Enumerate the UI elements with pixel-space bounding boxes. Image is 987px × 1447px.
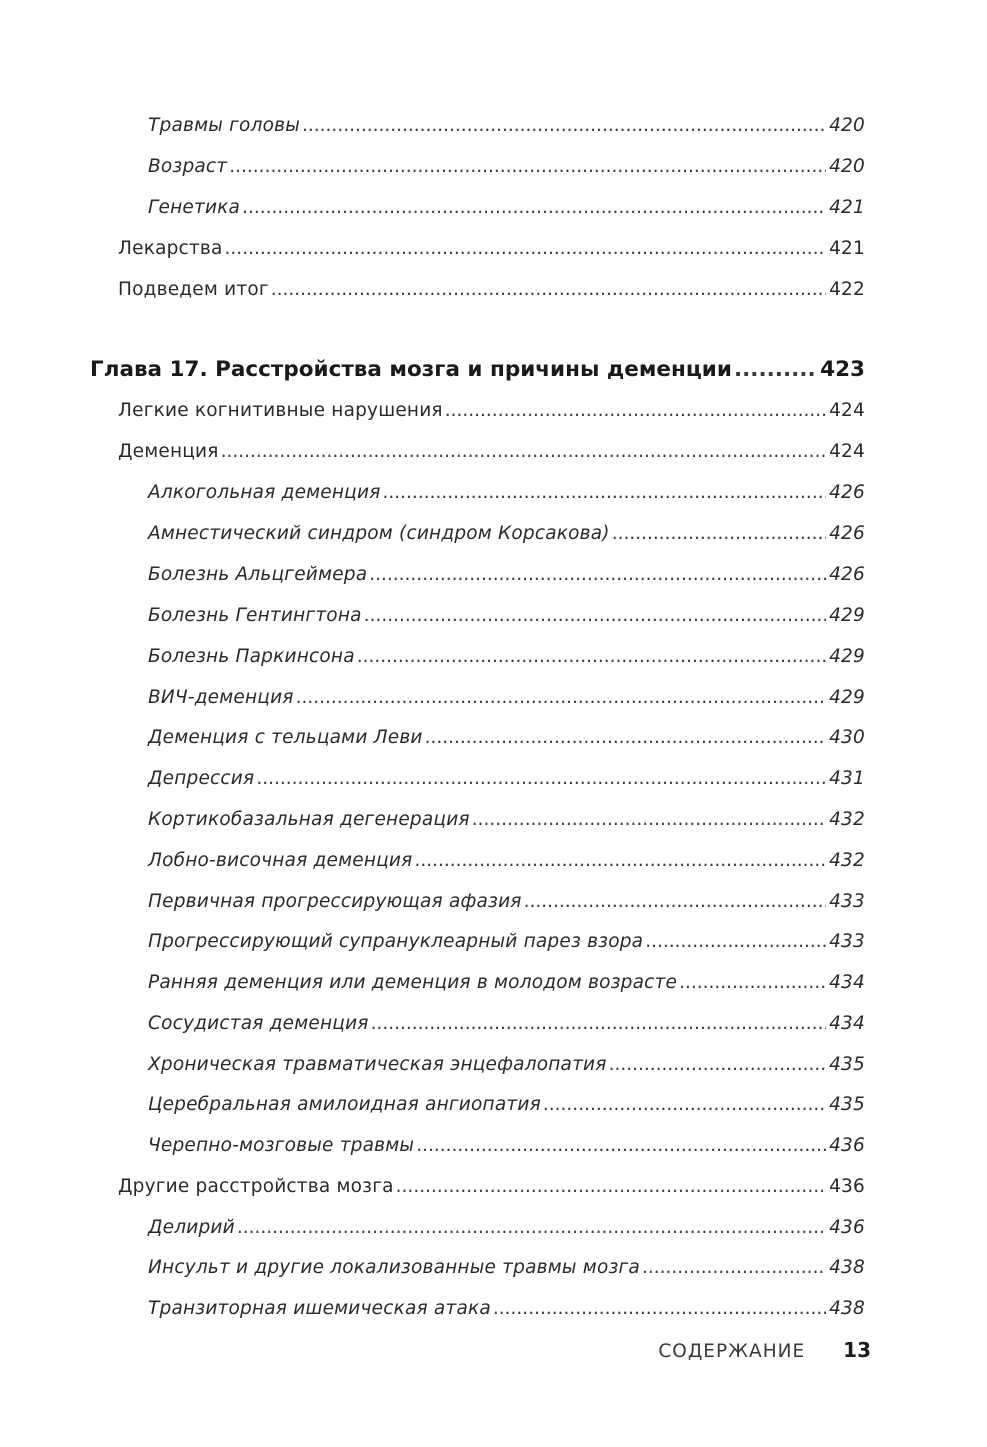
dot-leader (445, 400, 826, 421)
toc-entry-title: Прогрессирующий супрануклеарный парез взора (148, 931, 644, 952)
toc-entry-title: Болезнь Гентингтона (148, 605, 362, 626)
toc-entry[interactable] (148, 1257, 865, 1278)
toc-entry[interactable] (148, 687, 865, 708)
toc-entry-title: Травмы головы (148, 115, 301, 136)
toc-entry-title: Церебральная амилоидная ангиопатия (148, 1094, 541, 1115)
toc-entry-title: Болезнь Альцгеймера (148, 564, 368, 585)
dot-leader (425, 727, 826, 748)
toc-entry[interactable] (148, 564, 865, 585)
toc-entry-page: 421 (829, 197, 865, 218)
running-section-title: СОДЕРЖАНИЕ (658, 1341, 806, 1362)
dot-leader (271, 279, 826, 300)
dot-leader (612, 523, 826, 544)
dot-leader (229, 156, 826, 177)
toc-entry-title: Лекарства (118, 238, 223, 259)
toc-entry[interactable] (148, 1135, 865, 1156)
toc-entry-title: Кортикобазальная дегенерация (148, 809, 470, 830)
dot-leader (642, 1257, 826, 1278)
toc-entry[interactable] (148, 1054, 865, 1075)
toc-entry-page: 421 (829, 238, 865, 259)
toc-entry-page: 426 (829, 564, 865, 585)
toc-entry-title: Транзиторная ишемическая атака (148, 1298, 491, 1319)
toc-entry[interactable] (148, 197, 865, 218)
toc-entry[interactable] (148, 768, 865, 789)
dot-leader (256, 768, 826, 789)
toc-entry-page: 436 (829, 1217, 865, 1238)
toc-entry-page: 429 (829, 646, 865, 667)
dot-leader (369, 564, 826, 585)
page-number: 13 (843, 1338, 871, 1362)
dot-leader (237, 1217, 826, 1238)
toc-entry-title: Сосудистая деменция (148, 1013, 369, 1034)
toc-entry-page: 426 (829, 482, 865, 503)
toc-entry-page: 424 (829, 400, 865, 421)
toc-entry[interactable] (148, 646, 865, 667)
dot-leader (679, 972, 826, 993)
dot-leader (242, 197, 826, 218)
toc-entry-page: 429 (829, 605, 865, 626)
toc-entry-title: Алкогольная деменция (148, 482, 381, 503)
dot-leader (416, 1135, 826, 1156)
toc-entry[interactable] (148, 156, 865, 177)
toc-entry[interactable] (148, 891, 865, 912)
toc-entry-page: 433 (829, 891, 865, 912)
dot-leader (472, 809, 826, 830)
toc-entry-title: Деменция с тельцами Леви (148, 727, 423, 748)
toc-entry-title: Болезнь Паркинсона (148, 646, 355, 667)
dot-leader (364, 605, 826, 626)
toc-entry-page: 438 (829, 1298, 865, 1319)
dot-leader (734, 357, 817, 382)
toc-entry-title: Легкие когнитивные нарушения (118, 400, 443, 421)
toc-entry-page: 420 (829, 115, 865, 136)
dot-leader (524, 891, 826, 912)
toc-entry-page: 436 (829, 1176, 865, 1197)
toc-entry[interactable] (148, 931, 865, 952)
toc-entry-title: Делирий (148, 1217, 235, 1238)
toc-entry-page: 435 (829, 1054, 865, 1075)
toc-entry[interactable] (118, 1176, 865, 1197)
dot-leader (396, 1176, 826, 1197)
dot-leader (493, 1298, 826, 1319)
dot-leader (414, 850, 826, 871)
toc-entry-page: 432 (829, 850, 865, 871)
toc-entry-title: Ранняя деменция или деменция в молодом возрасте (148, 972, 678, 993)
toc-entry-title: Деменция (118, 441, 219, 462)
dot-leader (357, 646, 826, 667)
toc-entry[interactable] (118, 400, 865, 421)
toc-entry-title: Первичная прогрессирующая афазия (148, 891, 522, 912)
toc-entry-page: 438 (829, 1257, 865, 1278)
toc-chapter-heading[interactable] (90, 357, 865, 382)
toc-entry[interactable] (118, 279, 865, 300)
toc-entry[interactable] (148, 727, 865, 748)
dot-leader (225, 238, 827, 259)
toc-entry-page: 435 (829, 1094, 865, 1115)
toc-entry-page: 434 (829, 1013, 865, 1034)
dot-leader (645, 931, 826, 952)
toc-entry-title: Депрессия (148, 768, 255, 789)
toc-entry[interactable] (148, 850, 865, 871)
toc-entry-title: Хроническая травматическая энцефалопатия (148, 1054, 607, 1075)
dot-leader (296, 687, 826, 708)
dot-leader (543, 1094, 826, 1115)
toc-entry-page: 431 (829, 768, 865, 789)
toc-entry-title: Амнестический синдром (синдром Корсакова) (148, 523, 610, 544)
toc-entry[interactable] (148, 1013, 865, 1034)
toc-entry-page: 430 (829, 727, 865, 748)
toc-entry[interactable] (148, 972, 865, 993)
toc-entry-title: Другие расстройства мозга (118, 1176, 394, 1197)
toc-entry-page: 426 (829, 523, 865, 544)
toc-entry[interactable] (148, 115, 865, 136)
toc-entry-page: 423 (820, 357, 865, 382)
toc-entry-title: Возраст (148, 156, 228, 177)
toc-entry-page: 434 (829, 972, 865, 993)
toc-entry-title: Инсульт и другие локализованные травмы мозга (148, 1257, 640, 1278)
toc-entry[interactable] (148, 482, 865, 503)
toc-entry[interactable] (148, 523, 865, 544)
toc-entry-page: 436 (829, 1135, 865, 1156)
toc-entry-title: Подведем итог (118, 279, 269, 300)
toc-entry-page: 424 (829, 441, 865, 462)
toc-entry-title: ВИЧ-деменция (148, 687, 294, 708)
toc-entry-title: Лобно-височная деменция (148, 850, 413, 871)
dot-leader (302, 115, 826, 136)
toc-entry-title: Генетика (148, 197, 241, 218)
toc-entry-page: 420 (829, 156, 865, 177)
toc-entry[interactable] (118, 238, 865, 259)
toc-entry-page: 429 (829, 687, 865, 708)
toc-entry[interactable] (148, 1094, 865, 1115)
dot-leader (383, 482, 827, 503)
toc-entry[interactable] (148, 1298, 865, 1319)
toc-entry[interactable] (148, 809, 865, 830)
toc-entry[interactable] (148, 605, 865, 626)
dot-leader (371, 1013, 826, 1034)
toc-entry[interactable] (148, 1217, 865, 1238)
toc-entry-title: Черепно-мозговые травмы (148, 1135, 415, 1156)
toc-entry-page: 432 (829, 809, 865, 830)
page-footer (658, 1338, 871, 1362)
toc-entry-title: Глава 17. Расстройства мозга и причины деменции (90, 357, 732, 382)
toc-entry-page: 433 (829, 931, 865, 952)
toc-entry[interactable] (118, 441, 865, 462)
dot-leader (609, 1054, 826, 1075)
toc-entry-page: 422 (829, 279, 865, 300)
dot-leader (221, 441, 826, 462)
